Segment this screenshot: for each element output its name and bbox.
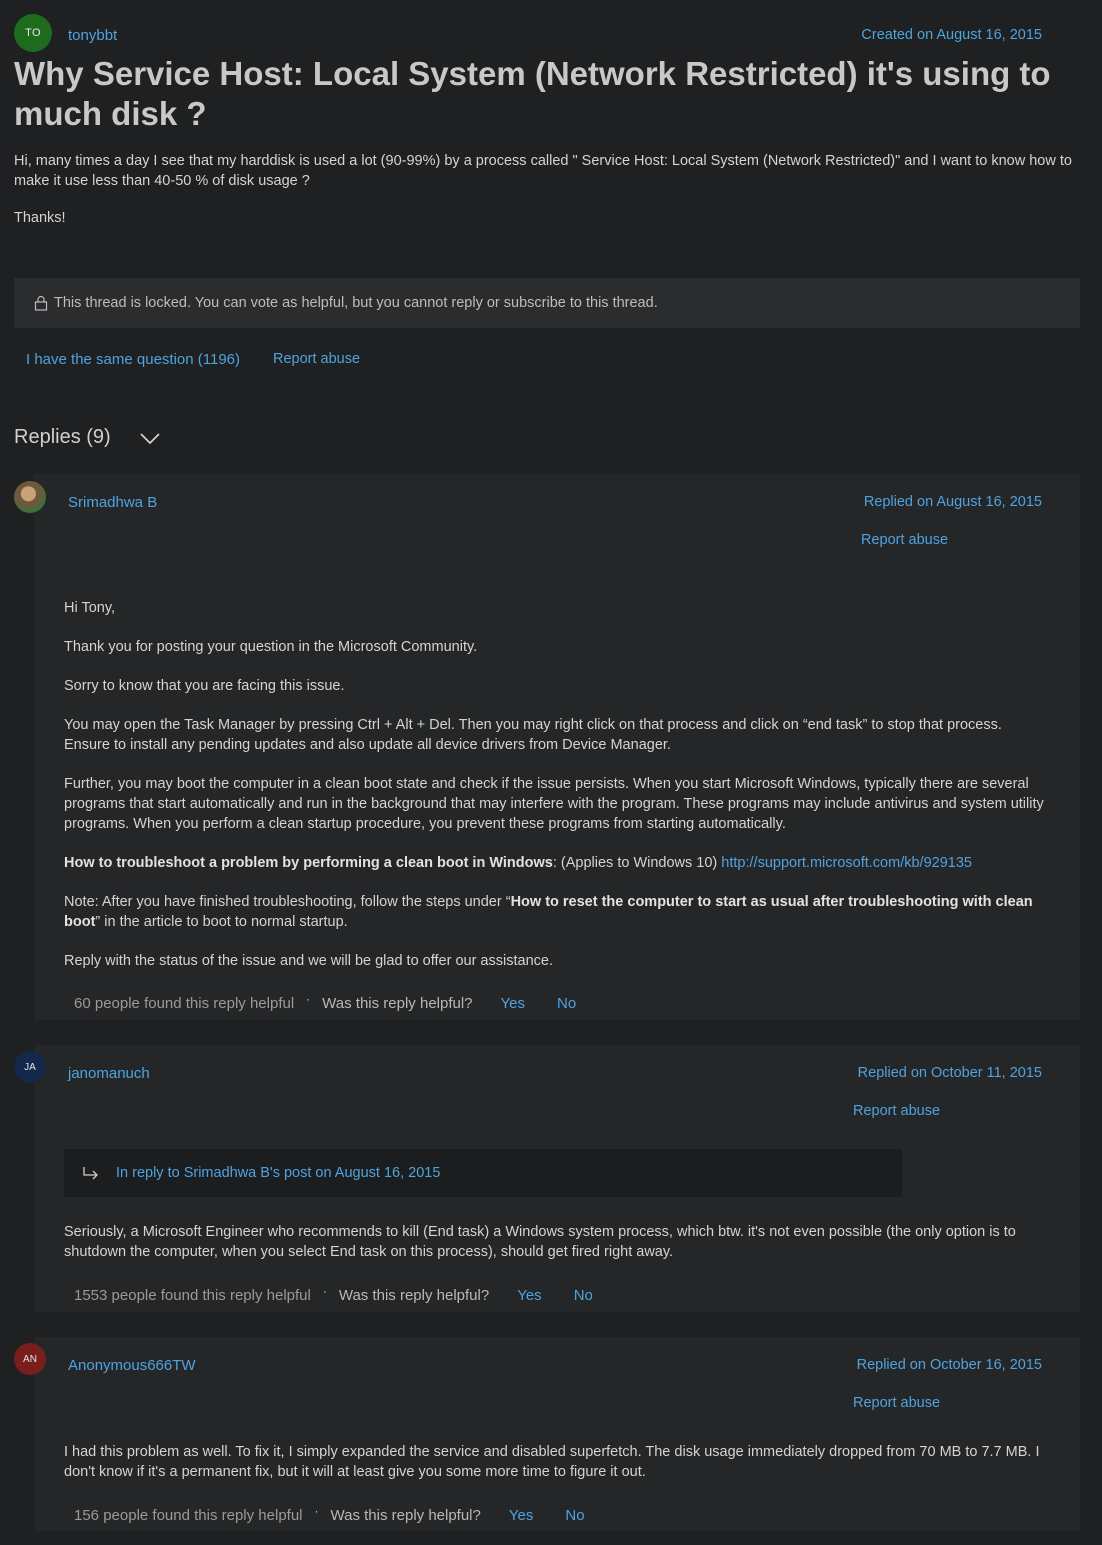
clean-boot-heading: How to troubleshoot a problem by performing a clean boot in Windows — [64, 855, 553, 871]
question-title: Why Service Host: Local System (Network Restricted) it's using to much disk ? — [14, 55, 1051, 132]
helpful-count: 156 people found this reply helpful — [74, 1507, 303, 1524]
helpful-question: Was this reply helpful? — [330, 1507, 481, 1524]
reply-body: I had this problem as well. To fix it, I simply expanded the service and disabled superfetch. The disk usage immediately dropped from 70 MB to 7.7 MB. I don't know if it's a permanent fix, but it will at least give you some more time to figure it out. — [64, 1444, 1040, 1480]
reply-paragraph: Thank you for posting your question in the Microsoft Community. — [64, 639, 478, 655]
reset-heading: How to reset the computer to start as usual after troubleshooting with clean boot — [64, 894, 1033, 930]
note-pre: Note: After you have finished troubleshooting, follow the steps under “ — [64, 894, 511, 910]
replies-count-label: Replies (9) — [14, 426, 111, 448]
helpful-yes-button[interactable]: Yes — [508, 1507, 534, 1524]
reply-report-abuse-link[interactable]: Report abuse — [861, 532, 949, 548]
chevron-down-icon[interactable] — [139, 431, 161, 445]
separator-dot: · — [322, 1283, 327, 1298]
helpful-question: Was this reply helpful? — [338, 1287, 490, 1304]
in-reply-to-box[interactable] — [64, 1149, 902, 1197]
separator-dot: · — [306, 991, 311, 1006]
reply-footer — [74, 1503, 585, 1524]
reply-paragraph — [64, 892, 1049, 932]
helpful-yes-button[interactable]: Yes — [500, 995, 526, 1012]
question-author-link[interactable]: tonybbt — [68, 27, 118, 44]
reply-paragraph: Sorry to know that you are facing this issue. — [64, 678, 345, 694]
same-question-button[interactable]: I have the same question (1196) — [26, 351, 241, 368]
replies-header[interactable] — [14, 426, 161, 449]
helpful-no-button[interactable]: No — [557, 995, 577, 1012]
reply-date: Replied on August 16, 2015 — [863, 494, 1042, 510]
separator-dot: · — [314, 1503, 319, 1518]
note-post: ” in the article to boot to normal startup. — [95, 914, 348, 930]
reply-paragraph: You may open the Task Manager by pressing Ctrl + Alt + Del. Then you may right click on that process and click on “end task” to stop that process. Ensure to install any pending updates and also update all device drivers from Device Manager. — [64, 717, 1002, 753]
helpful-no-button[interactable]: No — [565, 1507, 585, 1524]
reply-card — [23, 1337, 1080, 1531]
in-reply-to-link[interactable]: In reply to Srimadhwa B's post on August 16, 2015 — [116, 1165, 441, 1181]
reply-footer — [74, 1283, 593, 1304]
kb-article-link[interactable]: http://support.microsoft.com/kb/929135 — [721, 855, 972, 871]
thread-locked-notice — [14, 278, 1080, 328]
reply-author-link[interactable]: janomanuch — [68, 1065, 150, 1082]
question-thanks: Thanks! — [14, 210, 66, 226]
reply-report-abuse-link[interactable]: Report abuse — [853, 1395, 941, 1411]
reply-card — [34, 474, 1080, 1020]
helpful-count: 1553 people found this reply helpful — [74, 1287, 311, 1304]
reply-paragraph: Hi Tony, — [64, 600, 116, 616]
reply-arrow-icon — [82, 1166, 100, 1180]
lock-icon — [34, 295, 48, 311]
reply-avatar-photo — [14, 481, 46, 513]
question-created-date: Created on August 16, 2015 — [861, 27, 1042, 43]
reply-body — [64, 598, 1049, 990]
reply-author-link[interactable]: Anonymous666TW — [68, 1357, 196, 1374]
reply-footer — [74, 991, 577, 1012]
reply-paragraph: Reply with the status of the issue and we will be glad to offer our assistance. — [64, 953, 553, 969]
reply-author-link[interactable]: Srimadhwa B — [68, 494, 158, 511]
reply-card — [24, 1045, 1080, 1312]
question-report-abuse-link[interactable]: Report abuse — [273, 351, 361, 367]
reply-date: Replied on October 11, 2015 — [857, 1065, 1042, 1081]
reply-paragraph — [64, 853, 1049, 873]
author-avatar: TO — [14, 14, 52, 52]
reply-report-abuse-link[interactable]: Report abuse — [853, 1103, 941, 1119]
question-body: Hi, many times a day I see that my harddisk is used a lot (90-99%) by a process called " Service Host: Local System (Network Restricted)" and I want to know how to make it use less than 40-50 % of disk usage ? — [14, 153, 1072, 189]
reply-body: Seriously, a Microsoft Engineer who recommends to kill (End task) a Windows system process, which btw. it's not even possible (the only option is to shutdown the computer, when you select End task on this process), should get fired right away. — [64, 1224, 1016, 1260]
helpful-question: Was this reply helpful? — [322, 995, 473, 1012]
locked-notice-text: This thread is locked. You can vote as helpful, but you cannot reply or subscribe to this thread. — [54, 295, 658, 311]
helpful-yes-button[interactable]: Yes — [517, 1287, 542, 1304]
helpful-no-button[interactable]: No — [573, 1287, 593, 1304]
author-avatar: JA — [14, 1051, 46, 1083]
applies-to-text: : (Applies to Windows 10) — [552, 855, 722, 871]
helpful-count: 60 people found this reply helpful — [74, 995, 295, 1012]
reply-paragraph: Further, you may boot the computer in a clean boot state and check if the issue persists. When you start Microsoft Windows, typically there are several programs that start automatically and run in the background that may interfere with the program. These programs may include antivirus and system utility programs. When you perform a clean startup procedure, you prevent these programs from starting automatically. — [64, 776, 1044, 832]
reply-date: Replied on October 16, 2015 — [856, 1357, 1042, 1373]
author-avatar: AN — [14, 1343, 46, 1375]
